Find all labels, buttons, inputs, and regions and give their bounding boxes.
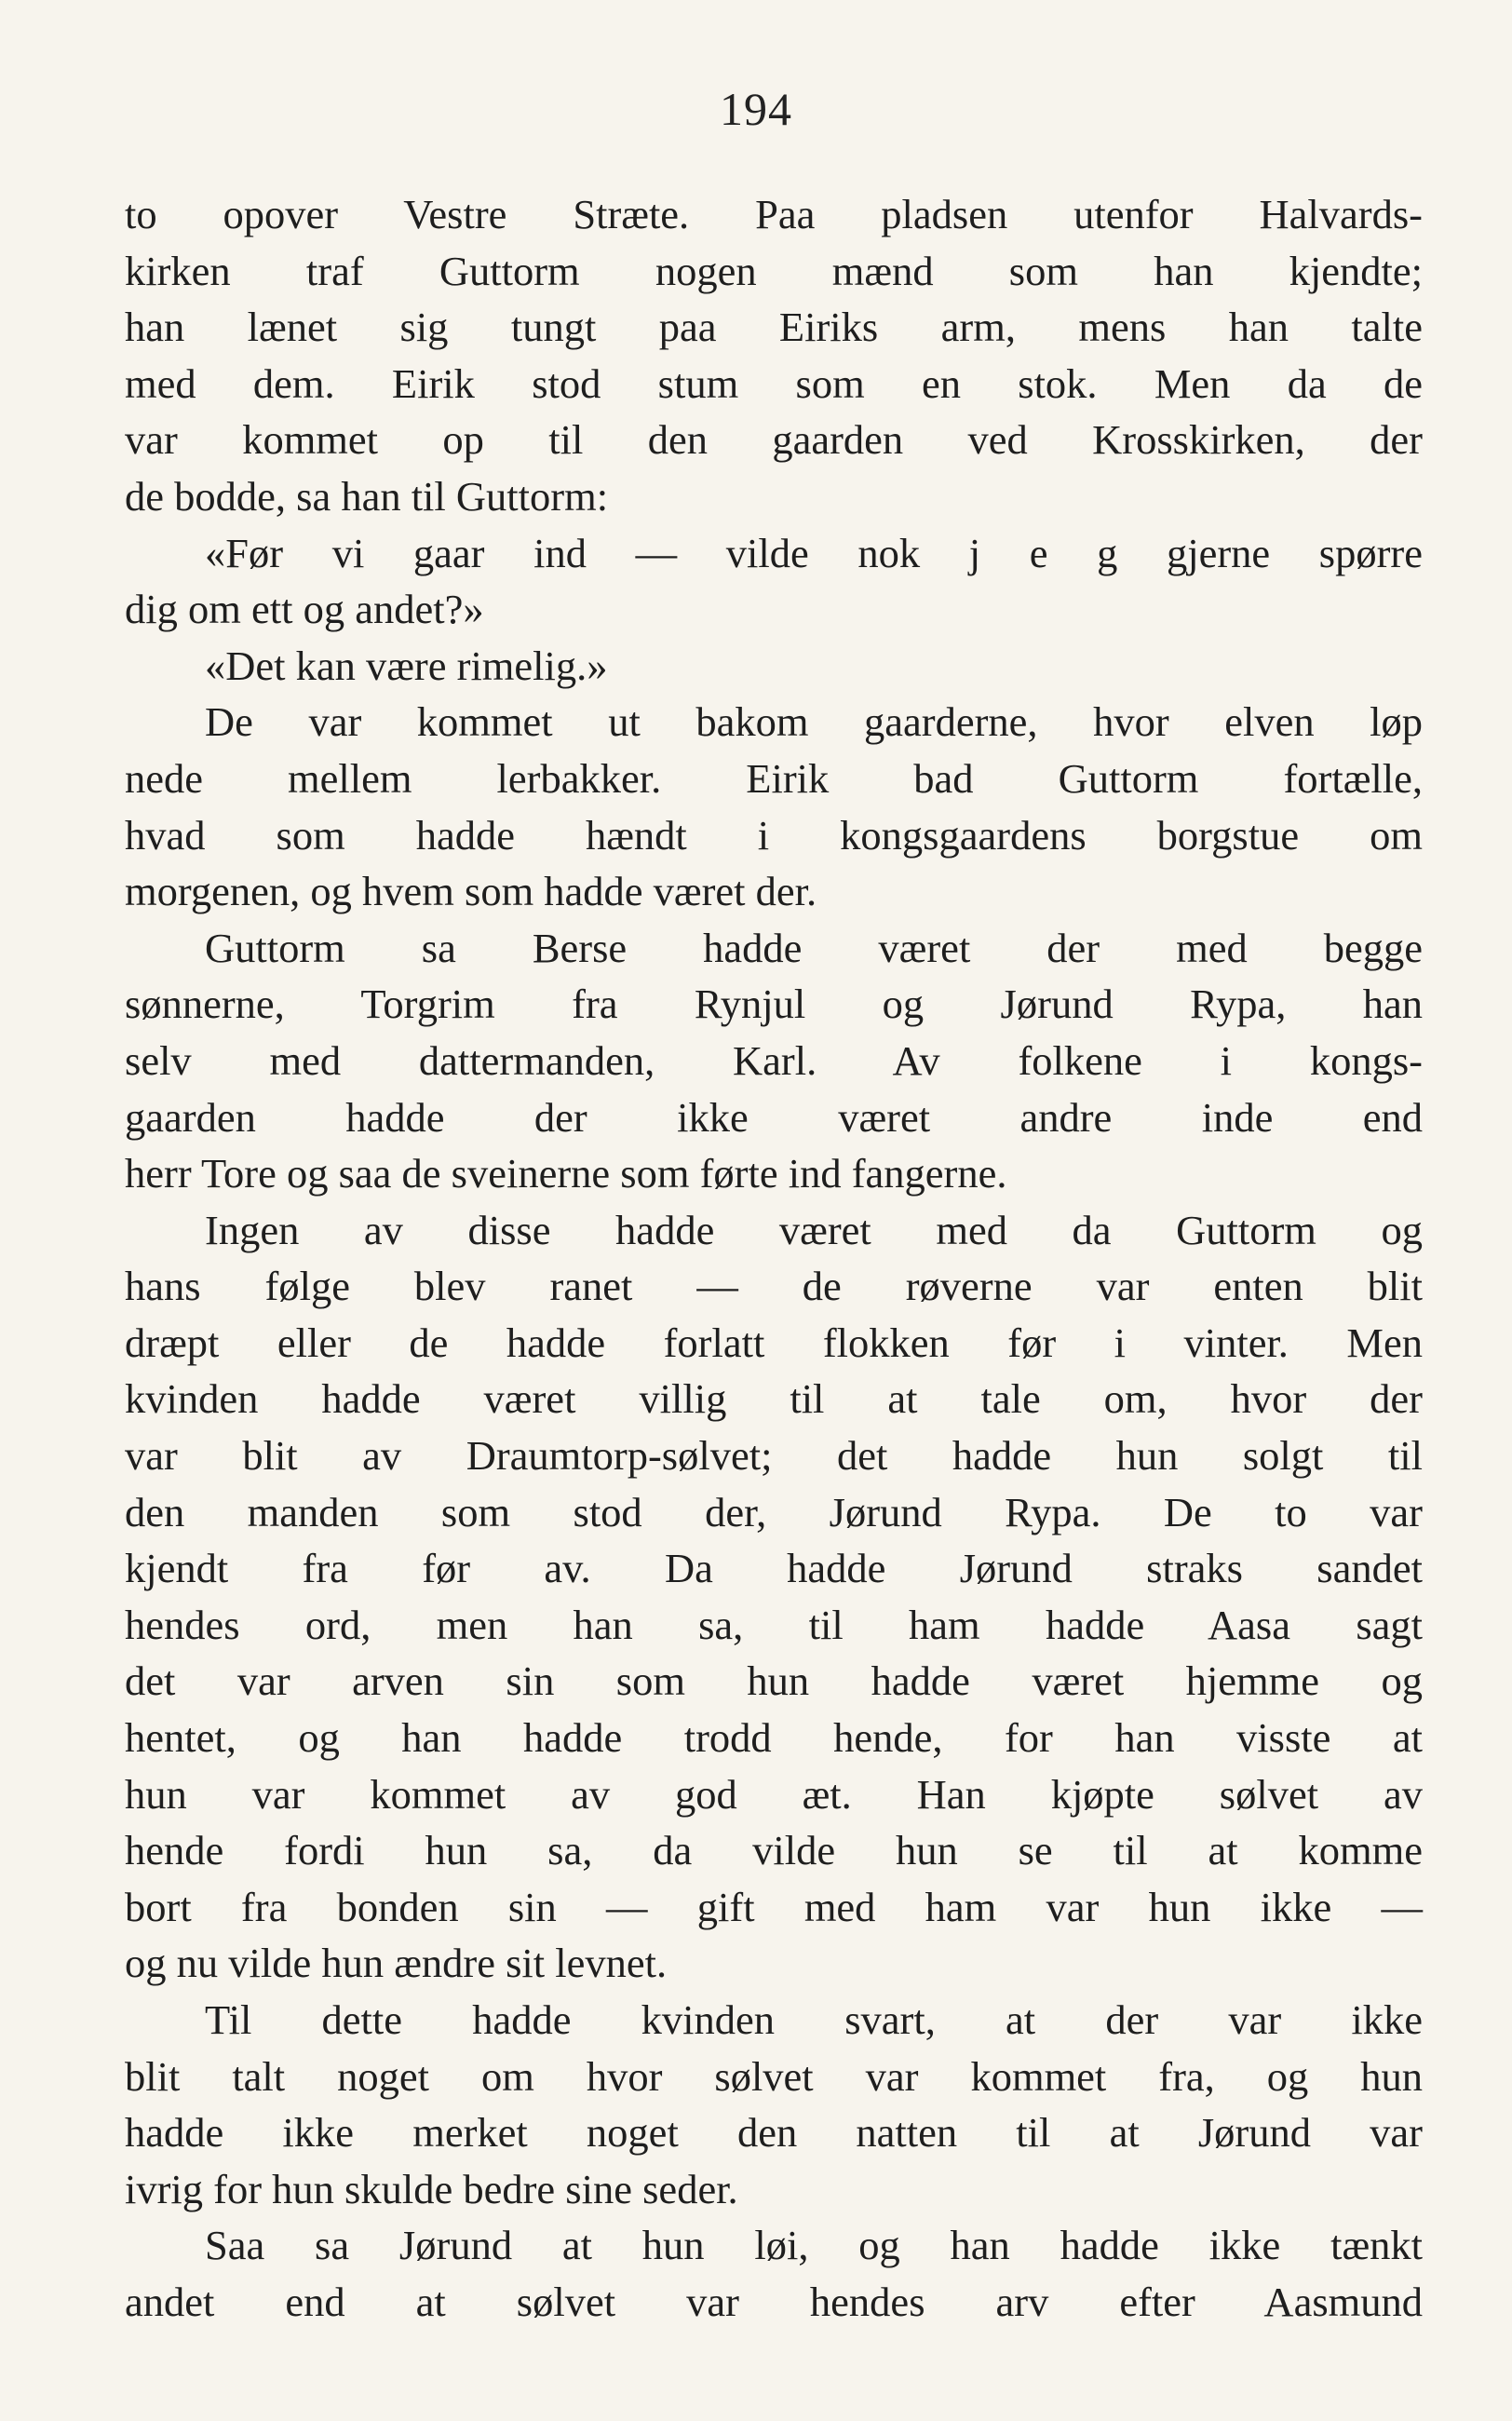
- text-line: hun var kommet av god æt. Han kjøpte sølvet av: [125, 1770, 1423, 1818]
- text-line: Saa sa Jørund at hun løi, og han hadde ikke tænkt: [205, 2222, 1423, 2269]
- text-line: Til dette hadde kvinden svart, at der var ikke: [205, 1996, 1423, 2043]
- text-line: han lænet sig tungt paa Eiriks arm, mens han talte: [125, 304, 1423, 351]
- text-line: ivrig for hun skulde bedre sine seder.: [125, 2165, 738, 2212]
- text-line: hans følge blev ranet — de røverne var enten blit: [125, 1263, 1423, 1310]
- text-line: morgenen, og hvem som hadde været der.: [125, 868, 817, 915]
- text-line: dig om ett og andet?»: [125, 586, 484, 633]
- text-line: bort fra bonden sin — gift med ham var hun ikke —: [125, 1883, 1423, 1930]
- text-line: «Det kan være rimelig.»: [205, 642, 608, 689]
- text-line: blit talt noget om hvor sølvet var kommet fra, og hun: [125, 2052, 1423, 2100]
- text-line: nede mellem lerbakker. Eirik bad Guttorm fortælle,: [125, 754, 1423, 802]
- text-line: selv med dattermanden, Karl. Av folkene i kongs-: [125, 1036, 1423, 1084]
- text-line: med dem. Eirik stod stum som en stok. Men da de: [125, 359, 1423, 407]
- text-line: sønnerne, Torgrim fra Rynjul og Jørund Rypa, han: [125, 981, 1423, 1028]
- text-line: det var arven sin som hun hadde været hjemme og: [125, 1657, 1423, 1705]
- text-line: hentet, og han hadde trodd hende, for han visste at: [125, 1714, 1423, 1762]
- text-line: «Før vi gaar ind — vilde nok j e g gjerne spørre: [205, 529, 1423, 576]
- text-line: hende fordi hun sa, da vilde hun se til at komme: [125, 1827, 1423, 1874]
- text-line: de bodde, sa han til Guttorm:: [125, 472, 609, 520]
- text-line: hadde ikke merket noget den natten til at Jørund var: [125, 2109, 1423, 2157]
- text-line: to opover Vestre Stræte. Paa pladsen utenfor Halvards-: [125, 191, 1423, 237]
- body-text: [125, 186, 1423, 2331]
- text-line: herr Tore og saa de sveinerne som førte ind fangerne.: [125, 1150, 1007, 1197]
- text-line: hendes ord, men han sa, til ham hadde Aasa sagt: [125, 1601, 1423, 1648]
- text-line: kjendt fra før av. Da hadde Jørund straks sandet: [125, 1545, 1423, 1592]
- text-line: kvinden hadde været villig til at tale om, hvor der: [125, 1375, 1423, 1423]
- text-line: den manden som stod der, Jørund Rypa. De to var: [125, 1488, 1423, 1535]
- text-line: Guttorm sa Berse hadde været der med begge: [205, 924, 1423, 971]
- text-line: De var kommet ut bakom gaarderne, hvor elven løp: [205, 698, 1423, 746]
- text-line: kirken traf Guttorm nogen mænd som han kjendte;: [125, 247, 1423, 294]
- text-line: var kommet op til den gaarden ved Krosskirken, der: [125, 416, 1423, 464]
- page-number: 194: [720, 83, 792, 135]
- text-line: gaarden hadde der ikke været andre inde end: [125, 1093, 1423, 1141]
- text-line: og nu vilde hun ændre sit levnet.: [125, 1940, 668, 1987]
- text-line: dræpt eller de hadde forlatt flokken før i vinter. Men: [125, 1319, 1423, 1366]
- text-line: var blit av Draumtorp-sølvet; det hadde hun solgt til: [125, 1432, 1423, 1480]
- text-line: Ingen av disse hadde været med da Guttorm og: [205, 1206, 1423, 1253]
- text-line: andet end at sølvet var hendes arv efter Aasmund: [125, 2278, 1423, 2325]
- text-line: hvad som hadde hændt i kongsgaardens borgstue om: [125, 811, 1423, 859]
